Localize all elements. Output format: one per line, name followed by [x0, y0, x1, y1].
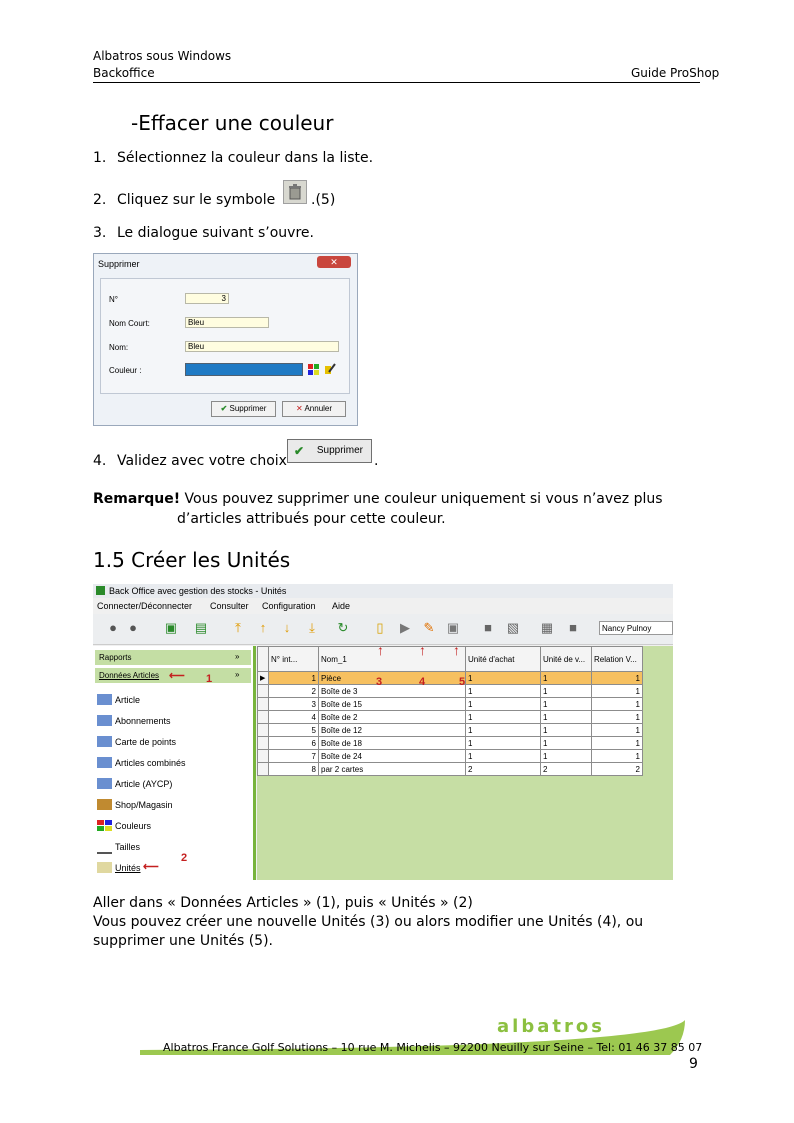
trash-icon: [283, 180, 307, 204]
check-icon: ✔: [294, 444, 305, 458]
sidebar-item-combines[interactable]: Articles combinés: [115, 758, 186, 768]
table-cell[interactable]: Boîte de 24: [319, 750, 466, 763]
table-row[interactable]: [258, 763, 643, 776]
table-row[interactable]: [258, 724, 643, 737]
color-swatch[interactable]: [185, 363, 303, 376]
page-number: 9: [689, 1056, 698, 1072]
row-indicator[interactable]: [258, 685, 269, 698]
callout-1: 1: [206, 673, 213, 685]
window-title: Back Office avec gestion des stocks - Unités: [109, 586, 287, 596]
table-cell[interactable]: 7: [269, 750, 319, 763]
down-icon[interactable]: ↓: [283, 620, 291, 635]
row-indicator[interactable]: [258, 763, 269, 776]
table-cell[interactable]: 2: [592, 763, 643, 776]
sidebar-item-tailles[interactable]: Tailles: [115, 842, 141, 852]
up-icon[interactable]: ↑: [259, 620, 267, 635]
remark: [93, 489, 700, 529]
table-cell[interactable]: 1: [592, 724, 643, 737]
table-cell[interactable]: 1: [466, 672, 541, 685]
table-cell[interactable]: par 2 cartes: [319, 763, 466, 776]
menu-bar: [93, 599, 673, 613]
table-cell[interactable]: Boîte de 2: [319, 711, 466, 724]
user-remove-icon[interactable]: ●: [129, 620, 137, 635]
annuler-button-label: Annuler: [304, 404, 333, 413]
row-indicator-header: [258, 647, 269, 672]
shop-icon: [97, 799, 112, 810]
nom-field[interactable]: Bleu: [185, 341, 339, 352]
table-cell[interactable]: 1: [466, 685, 541, 698]
table-cell[interactable]: Boîte de 18: [319, 737, 466, 750]
table-cell[interactable]: 1: [541, 698, 592, 711]
annuler-button[interactable]: [282, 401, 346, 417]
header-rule: [93, 82, 700, 83]
app-icon: [96, 586, 105, 595]
albatros-logo: albatros: [497, 1016, 605, 1037]
cancel-icon: ✕: [295, 404, 303, 413]
new-icon[interactable]: ▯: [376, 620, 384, 635]
sidebar-header-rapports[interactable]: [95, 650, 251, 665]
carte-icon: [97, 736, 112, 747]
table-cell[interactable]: 1: [592, 685, 643, 698]
row-indicator[interactable]: [258, 724, 269, 737]
step-1: [93, 150, 373, 166]
nom-court-label: Nom Court:: [109, 319, 150, 328]
sidebar-item-shop[interactable]: Shop/Magasin: [115, 800, 173, 810]
table-cell[interactable]: 1: [466, 724, 541, 737]
combines-icon: [97, 757, 112, 768]
last-icon[interactable]: ⤓: [309, 620, 315, 635]
supprimer-inline-label: Supprimer: [316, 445, 363, 456]
header-line1: Albatros sous Windows: [93, 49, 232, 63]
callout-arrow-1: ⟵: [169, 670, 185, 682]
unites-icon: [97, 862, 112, 873]
copy-icon[interactable]: ▶: [400, 620, 410, 635]
delete-dialog: [93, 253, 358, 426]
sidebar-item-abonnements[interactable]: Abonnements: [115, 716, 171, 726]
remark-line1: [93, 489, 700, 509]
table-cell[interactable]: 1: [541, 711, 592, 724]
couleur-label: Couleur :: [109, 366, 142, 375]
sidebar-item-article[interactable]: Article: [115, 695, 141, 705]
table-cell[interactable]: 2: [269, 685, 319, 698]
sidebar-header-label: Rapports: [99, 653, 132, 662]
callout-2: 2: [181, 852, 188, 864]
supprimer-inline-button[interactable]: [287, 439, 372, 463]
table-cell[interactable]: 1: [466, 698, 541, 711]
tool-icon[interactable]: ▧: [506, 620, 520, 635]
tool-icon[interactable]: ■: [484, 620, 492, 635]
menu-consulter[interactable]: Consulter: [210, 601, 249, 611]
table-cell[interactable]: 5: [269, 724, 319, 737]
menu-aide[interactable]: Aide: [332, 601, 351, 611]
article-icon: [97, 694, 112, 705]
table-row[interactable]: [258, 685, 643, 698]
callout-arrow-2: ⟵: [143, 861, 159, 873]
column-header[interactable]: Unité de v...: [541, 647, 592, 672]
sidebar: [93, 646, 256, 880]
header-right: Guide ProShop: [631, 66, 720, 80]
table-cell[interactable]: 1: [541, 685, 592, 698]
step-2-suffix: .(5): [311, 192, 336, 208]
menu-connecter[interactable]: Connecter/Déconnecter: [97, 601, 193, 611]
supprimer-button[interactable]: [211, 401, 276, 417]
callout-4: 4: [419, 676, 426, 688]
remark-text-2: d’articles attribués pour cette couleur.: [177, 511, 446, 527]
step-4-suffix: .: [374, 453, 379, 469]
color-picker-icon[interactable]: [324, 363, 336, 375]
row-indicator[interactable]: [258, 711, 269, 724]
check-icon: ✔: [220, 404, 228, 413]
instruction-line: Vous pouvez créer une nouvelle Unités (3) ou alors modifier une Unités (4), ou: [93, 914, 644, 930]
footer-address: Albatros France Golf Solutions – 10 rue M. Michelis – 92200 Neuilly sur Seine – Tel: 01 46 37 85 07: [163, 1041, 703, 1054]
step-number: 2.: [93, 192, 107, 208]
sidebar-item-unites[interactable]: Unités: [115, 863, 141, 873]
table-row[interactable]: [258, 737, 643, 750]
callout-arrow-5: ↑: [453, 642, 460, 658]
callout-3: 3: [376, 676, 383, 688]
step-text: Le dialogue suivant s’ouvre.: [117, 225, 314, 241]
remark-text-1: Vous pouvez supprimer une couleur uniquement si vous n’avez plus: [180, 491, 663, 507]
callout-5: 5: [459, 676, 466, 688]
callout-arrow-3: ↑: [377, 642, 384, 658]
table-cell[interactable]: 1: [592, 737, 643, 750]
table-cell[interactable]: 4: [269, 711, 319, 724]
user-icon[interactable]: ●: [109, 620, 117, 635]
delete-icon[interactable]: ▣: [446, 620, 460, 635]
table-cell[interactable]: 1: [592, 750, 643, 763]
table-cell[interactable]: 1: [541, 750, 592, 763]
first-icon[interactable]: ⤒: [235, 620, 241, 635]
table-cell[interactable]: Boîte de 12: [319, 724, 466, 737]
step-2: [93, 192, 275, 208]
column-header[interactable]: Unité d'achat: [466, 647, 541, 672]
table-cell[interactable]: 1: [592, 698, 643, 711]
table-cell[interactable]: 1: [466, 750, 541, 763]
window-titlebar: [93, 584, 673, 598]
table-cell[interactable]: 1: [592, 672, 643, 685]
table-cell[interactable]: 3: [269, 698, 319, 711]
column-header[interactable]: Relation V...: [592, 647, 643, 672]
tool-icon[interactable]: ■: [569, 620, 577, 635]
column-header[interactable]: N° int...: [269, 647, 319, 672]
table-cell[interactable]: 1: [541, 724, 592, 737]
row-indicator[interactable]: ▶: [258, 672, 269, 685]
sidebar-header-label: Données Articles: [99, 671, 160, 680]
section-title-unites: 1.5 Créer les Unités: [93, 548, 291, 572]
aycp-icon: [97, 778, 112, 789]
table-cell[interactable]: 1: [269, 672, 319, 685]
table-cell[interactable]: 1: [541, 737, 592, 750]
table-cell[interactable]: 6: [269, 737, 319, 750]
nom-label: Nom:: [109, 343, 129, 352]
units-grid: [257, 642, 673, 880]
step-number: 3.: [93, 225, 107, 241]
supprimer-button-label: Supprimer: [229, 404, 267, 413]
export-icon[interactable]: ▣: [164, 620, 178, 635]
row-indicator[interactable]: [258, 737, 269, 750]
sidebar-item-aycp[interactable]: Article (AYCP): [115, 779, 173, 789]
step-3: [93, 225, 314, 241]
step-text: Sélectionnez la couleur dans la liste.: [117, 150, 374, 166]
table-cell[interactable]: 2: [541, 763, 592, 776]
no-field[interactable]: 3: [185, 293, 229, 304]
table-cell[interactable]: Boîte de 3: [319, 685, 466, 698]
table-cell[interactable]: Pièce: [319, 672, 466, 685]
collapse-icon[interactable]: »: [235, 670, 240, 679]
step-number: 4.: [93, 453, 107, 469]
table-row[interactable]: [258, 711, 643, 724]
user-field[interactable]: Nancy Pulnoy: [599, 621, 673, 635]
close-button[interactable]: ✕: [317, 256, 351, 268]
callout-arrow-4: ↑: [419, 642, 426, 658]
table-cell[interactable]: 1: [466, 737, 541, 750]
print-icon[interactable]: ▦: [540, 620, 554, 635]
table-row[interactable]: [258, 750, 643, 763]
step-4: [93, 453, 287, 469]
section-title-effacer: -Effacer une couleur: [131, 111, 334, 135]
column-header[interactable]: Nom_1: [319, 647, 466, 672]
sidebar-item-carte[interactable]: Carte de points: [115, 737, 177, 747]
abonnements-icon: [97, 715, 112, 726]
header-line2: Backoffice: [93, 66, 155, 80]
remark-label: Remarque!: [93, 491, 181, 507]
table-cell[interactable]: 1: [592, 711, 643, 724]
import-icon[interactable]: ▤: [194, 620, 208, 635]
toolbar: [93, 614, 673, 645]
refresh-icon[interactable]: ↻: [337, 620, 349, 635]
menu-configuration[interactable]: Configuration: [262, 601, 316, 611]
step-text: Cliquez sur le symbole: [117, 192, 276, 208]
table-cell[interactable]: 2: [466, 763, 541, 776]
step-text: Validez avec votre choix: [117, 453, 287, 469]
edit-icon[interactable]: ✎: [423, 620, 435, 635]
table-cell[interactable]: 8: [269, 763, 319, 776]
table-cell[interactable]: Boîte de 15: [319, 698, 466, 711]
dialog-title: Supprimer: [98, 259, 140, 269]
app-screenshot: [93, 584, 673, 880]
collapse-icon[interactable]: »: [235, 652, 240, 661]
tailles-icon: [97, 841, 112, 854]
instruction-line: supprimer une Unités (5).: [93, 933, 273, 949]
row-indicator[interactable]: [258, 698, 269, 711]
row-indicator[interactable]: [258, 750, 269, 763]
no-label: N°: [109, 295, 118, 304]
table-row[interactable]: [258, 672, 643, 685]
units-table: [257, 646, 643, 776]
instruction-line: Aller dans « Données Articles » (1), puis « Unités » (2): [93, 895, 473, 911]
nom-court-field[interactable]: Bleu: [185, 317, 269, 328]
couleurs-icon: [97, 820, 112, 831]
palette-icon[interactable]: [308, 364, 319, 375]
table-cell[interactable]: 1: [541, 672, 592, 685]
step-number: 1.: [93, 150, 107, 166]
table-row[interactable]: [258, 698, 643, 711]
instructions: [93, 894, 700, 951]
table-cell[interactable]: 1: [466, 711, 541, 724]
table-header-row: [258, 647, 643, 672]
sidebar-item-couleurs[interactable]: Couleurs: [115, 821, 152, 831]
